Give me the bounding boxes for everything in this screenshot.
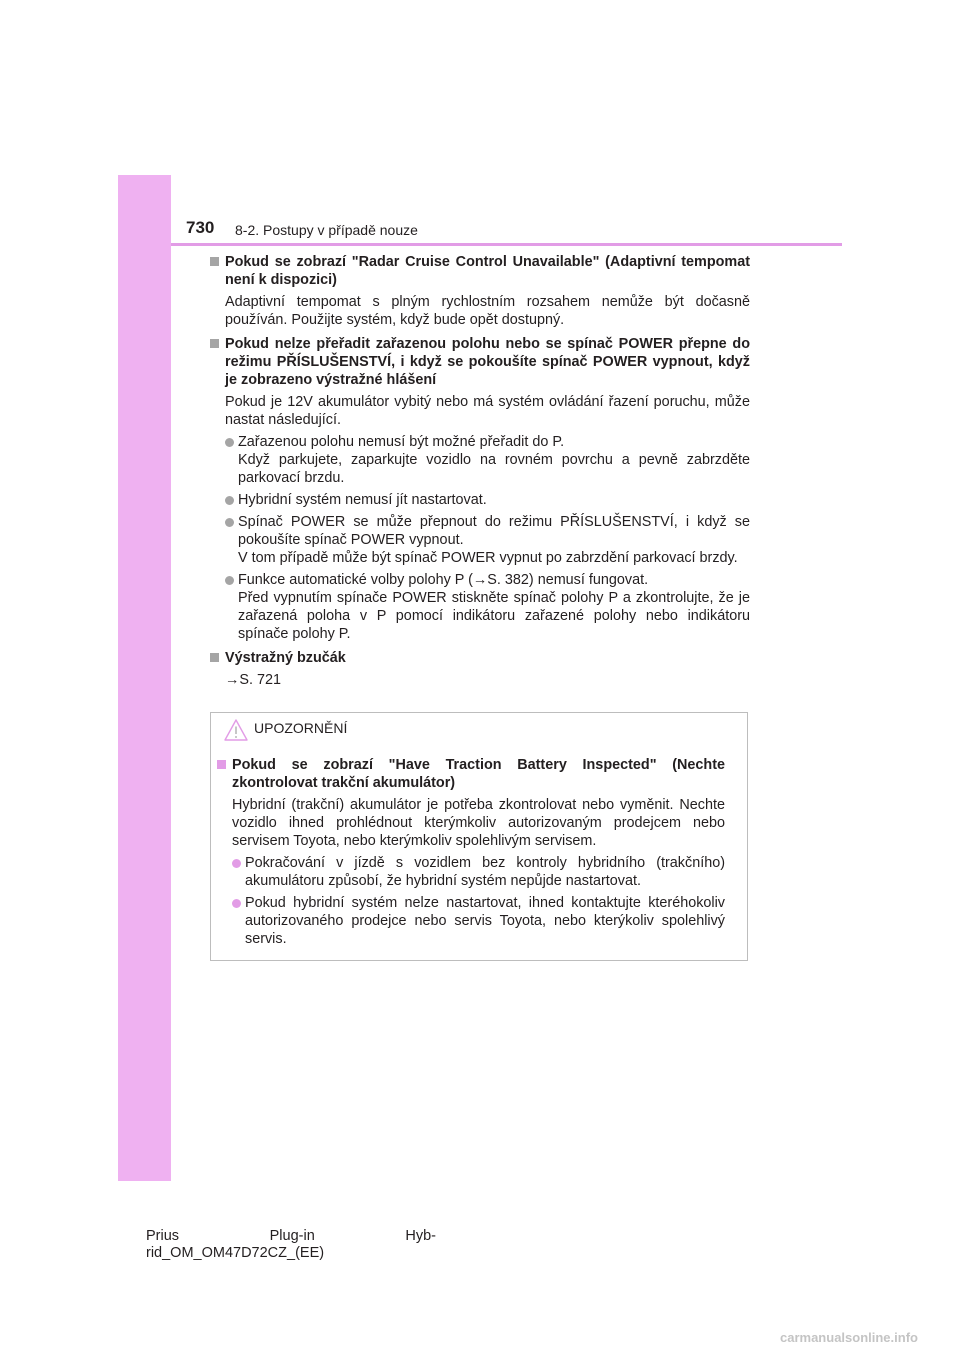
footer-variant: Plug-in [269, 1228, 315, 1244]
warning-triangle-icon [224, 719, 248, 741]
circle-bullet-icon [225, 518, 234, 527]
circle-bullet-icon [232, 899, 241, 908]
circle-bullet-icon [225, 496, 234, 505]
footer-model: Prius [146, 1228, 180, 1244]
list-item: Spínač POWER se může přepnout do režimu PŘÍSLUŠENSTVÍ, i když se pokoušíte spínač POWER vypnout. V tom případě může být spínač POWER vypnut po zabrzdění parkovací brzdy. [210, 513, 750, 567]
section-heading: Pokud nelze přeřadit zařazenou polohu nebo se spínač POWER přepne do režimu PŘÍSLUŠENSTVÍ, i když se pokoušíte spínač POWER vypnout, když je zobrazeno výstražné hlášení [210, 335, 750, 389]
warning-label: UPOZORNĚNÍ [254, 720, 348, 736]
footer [146, 1228, 436, 1262]
footer-type: Hyb- [405, 1228, 436, 1244]
page-number: 730 [186, 218, 215, 237]
list-item: Hybridní systém nemusí jít nastartovat. [210, 491, 750, 509]
square-bullet-icon [210, 653, 219, 662]
section-heading: Pokud se zobrazí "Radar Cruise Control Unavailable" (Adaptivní tempomat není k dispozici) [210, 253, 750, 289]
section-heading: Výstražný bzučák [210, 649, 750, 667]
footer-code: rid_OM_OM47D72CZ_(EE) [146, 1245, 325, 1261]
list-item: Pokud hybridní systém nelze nastartovat, ihned kontaktujte kteréhokoliv autorizovaného prodejce nebo servis Toyota, nebo kterýkoliv spolehlivý servis. [217, 894, 725, 948]
section-body: Pokud je 12V akumulátor vybitý nebo má systém ovládání řazení poruchu, může nastat následující. [225, 394, 750, 428]
header-rule [171, 243, 842, 246]
warning-heading: Pokud se zobrazí "Have Traction Battery Inspected" (Nechte zkontrolovat trakční akumulátor) [217, 756, 725, 792]
square-bullet-icon [217, 760, 226, 769]
main-content [210, 253, 750, 689]
circle-bullet-icon [232, 859, 241, 868]
list-item: Funkce automatické volby polohy P (→S. 382) nemusí fungovat. Před vypnutím spínače POWER stiskněte spínač polohy P a zkontrolujte, že je zařazená poloha v P pomocí indikátoru zařazené polohy nebo indikátoru spínače polohy P. [210, 571, 750, 643]
watermark: carmanualsonline.info [780, 1330, 918, 1345]
square-bullet-icon [210, 339, 219, 348]
chapter-sidebar-tab [118, 175, 171, 1181]
circle-bullet-icon [225, 576, 234, 585]
warning-box [210, 712, 748, 961]
list-item: Zařazenou polohu nemusí být možné přeřadit do P. Když parkujete, zaparkujte vozidlo na rovném povrchu a pevně zabrzděte parkovací brzdu. [210, 433, 750, 487]
warning-content [217, 756, 725, 948]
circle-bullet-icon [225, 438, 234, 447]
square-bullet-icon [210, 257, 219, 266]
list-item: Pokračování v jízdě s vozidlem bez kontroly hybridního (trakčního) akumulátoru způsobí, že hybridní systém nepůjde nastartovat. [217, 854, 725, 890]
section-title: 8-2. Postupy v případě nouze [235, 222, 418, 238]
section-body: Adaptivní tempomat s plným rychlostním rozsahem nemůže být dočasně používán. Použijte systém, když bude opět dostupný. [225, 294, 750, 328]
warning-body: Hybridní (trakční) akumulátor je potřeba zkontrolovat nebo vyměnit. Nechte vozidlo ihned prohlédnout kterýmkoliv autorizovaným prodejcem nebo servisem Toyota, nebo kterýmkoliv spolehlivým servisem. [232, 797, 725, 849]
page-reference-link[interactable]: →S. 721 [225, 672, 281, 688]
